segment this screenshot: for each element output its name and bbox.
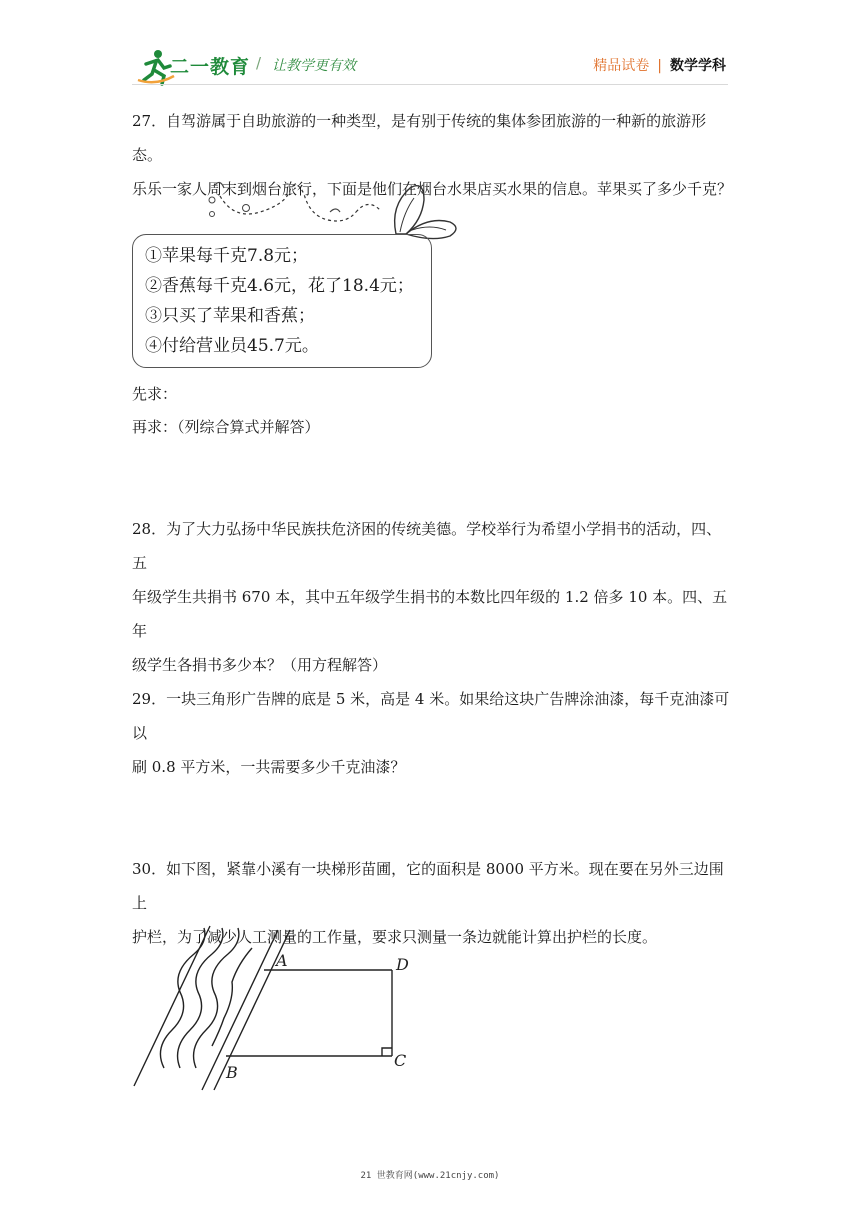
tag-subject: 数学学科: [670, 58, 726, 74]
header-slash: /: [256, 54, 262, 72]
vertex-label-a: A: [276, 951, 288, 970]
question-28-line: 年级学生共捐书 670 本，其中五年级学生捐书的本数比四年级的 1.2 倍多 10 本。四、五年: [132, 588, 728, 640]
water-wave: [160, 928, 204, 1068]
question-29-line: 29．一块三角形广告牌的底是 5 米，高是 4 米。如果给这块广告牌涂油漆，每千克油漆可以: [132, 690, 730, 742]
info-line-banana: ②香蕉每千克4.6元，花了18.4元；: [145, 276, 414, 296]
header-slogan: 让教学更有效: [272, 58, 356, 74]
question-29-line: 刷 0.8 平方米，一共需要多少千克油漆？: [132, 758, 406, 776]
vertex-label-d: D: [396, 955, 409, 974]
tag-premium: 精品试卷: [593, 58, 650, 74]
header-tags: [593, 55, 726, 75]
right-angle-mark: [382, 1048, 392, 1056]
tag-separator: |: [657, 58, 662, 74]
info-line-only-two: ③只买了苹果和香蕉；: [145, 306, 315, 326]
vertex-label-b: B: [226, 1063, 238, 1082]
second-step-label: 再求：（列综合算式并解答）: [132, 418, 320, 436]
trapezoid-nursery-figure: [128, 918, 428, 1096]
page-footer: 21 世教育网(www.21cnjy.com): [360, 1171, 500, 1181]
question-29-text: [132, 682, 732, 784]
stream-bank-right-outer: [202, 930, 278, 1090]
question-28-text: [132, 512, 732, 682]
question-28-line: 28．为了大力弘扬中华民族扶危济困的传统美德。学校举行为希望小学捐书的活动，四、五: [132, 520, 722, 572]
first-step-label: 先求：: [132, 385, 178, 403]
header-divider: [132, 84, 728, 85]
question-27-line: 27．自驾游属于自助旅游的一种类型，是有别于传统的集体参团旅游的一种新的旅游形态。: [132, 112, 707, 164]
logo-text: 二一教育: [170, 56, 251, 78]
info-line-paid: ④付给营业员45.7元。: [145, 336, 319, 356]
vertex-label-c: C: [394, 1051, 407, 1070]
question-30-line: 护栏，为了减少人工测量的工作量，要求只测量一条边就能计算出护栏的长度。: [132, 928, 658, 946]
info-line-apple-price: ①苹果每千克7.8元；: [145, 246, 309, 266]
question-28-line: 级学生各捐书多少本？（用方程解答）: [132, 656, 388, 674]
question-30-line: 30．如下图，紧靠小溪有一块梯形苗圃，它的面积是 8000 平方米。现在要在另外三边围上: [132, 860, 724, 912]
fruit-info-box: [132, 234, 432, 368]
question-27-line: 乐乐一家人周末到烟台旅行，下面是他们在烟台水果店买水果的信息。苹果买了多少千克？: [132, 180, 733, 198]
